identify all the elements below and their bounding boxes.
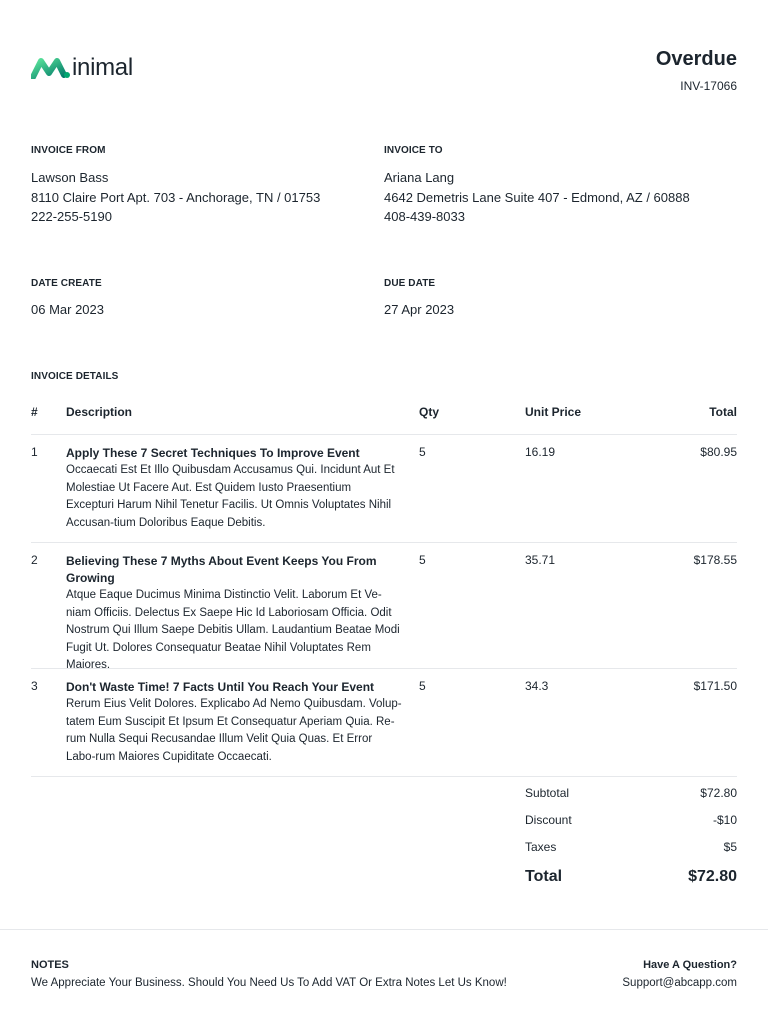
row-description — [66, 679, 402, 766]
to-name: Ariana Lang — [384, 170, 455, 185]
item-title: Apply These 7 Secret Techniques To Improve Event — [66, 446, 360, 460]
question-label: Have A Question? — [643, 959, 737, 971]
row-qty: 5 — [419, 553, 426, 567]
invoice-from-block — [31, 168, 320, 227]
notes-text: We Appreciate Your Business. Should You Need Us To Add VAT Or Extra Notes Let Us Know! — [31, 977, 507, 989]
table-header — [31, 402, 737, 435]
to-address: 4642 Demetris Lane Suite 407 - Edmond, AZ / 60888 — [384, 189, 690, 205]
date-create-value: 06 Mar 2023 — [31, 302, 104, 317]
header-qty: Qty — [419, 405, 440, 419]
row-total: $80.95 — [700, 445, 737, 459]
invoice-to-block — [384, 168, 690, 227]
brand-logo — [31, 56, 133, 80]
row-qty: 5 — [419, 679, 426, 693]
invoice-header — [31, 46, 737, 96]
row-total: $178.55 — [693, 553, 737, 567]
row-unit-price: 16.19 — [525, 445, 556, 459]
invoice-number: INV-17066 — [680, 79, 737, 93]
invoice-status: Overdue — [655, 48, 737, 70]
row-num: 3 — [31, 679, 38, 693]
taxes-label: Taxes — [525, 840, 557, 854]
invoice-items-table — [31, 402, 737, 777]
header-unit-price: Unit Price — [525, 405, 582, 419]
item-text: Occaecati Est Et Illo Quibusdam Accusamus Qui. Incidunt Aut Et Molestiae Ut Facere Aut. Est Quidem Iusto Praesentium Excepturi Harum Nihil Tenetur Facilis. Ut Omnis Voluptates Nihil Accusan-tium Doloribus Eaque Debitis. — [66, 464, 395, 529]
invoice-to-label: INVOICE TO — [384, 145, 443, 156]
row-description — [66, 553, 402, 675]
row-total: $171.50 — [693, 679, 737, 693]
logo-mark-icon — [31, 57, 71, 79]
table-row — [31, 669, 737, 777]
from-name: Lawson Bass — [31, 170, 109, 185]
discount-value: -$10 — [712, 813, 737, 827]
table-row — [31, 543, 737, 669]
taxes-value: $5 — [723, 840, 737, 854]
invoice-details-label: INVOICE DETAILS — [31, 371, 119, 382]
support-email-link[interactable]: Support@abcapp.com — [622, 977, 737, 989]
row-num: 1 — [31, 445, 38, 459]
subtotal-value: $72.80 — [700, 786, 737, 800]
item-text: Rerum Eius Velit Dolores. Explicabo Ad Nemo Quibusdam. Volup-tatem Eum Suscipit Et Ipsum Et Consequatur Aperiam Quia. Re-rum Nulla Sequi Recusandae Illum Velit Quia Quas. Et Error Labo-rum Maiores Cupiditate Occaecati. — [66, 698, 402, 763]
discount-label: Discount — [525, 813, 572, 827]
row-qty: 5 — [419, 445, 426, 459]
item-title: Don't Waste Time! 7 Facts Until You Reach Your Event — [66, 680, 375, 694]
from-address: 8110 Claire Port Apt. 703 - Anchorage, TN / 01753 — [31, 189, 321, 205]
header-description: Description — [66, 405, 133, 419]
footer-divider — [0, 929, 768, 930]
date-create-label: DATE CREATE — [31, 278, 102, 289]
row-unit-price: 35.71 — [525, 553, 556, 567]
due-date-value: 27 Apr 2023 — [384, 302, 455, 317]
invoice-from-label: INVOICE FROM — [31, 145, 106, 156]
item-text: Atque Eaque Ducimus Minima Distinctio Velit. Laborum Et Ve-niam Officiis. Delectus Ex Saepe Hic Id Laboriosam Officia. Odit Nostrum Qui Illum Saepe Debitis Ullam. Laudantium Beatae Modi Fugit Ut. Dolores Consequatur Beatae Nihil Voluptates Rem Maiores. — [66, 589, 400, 671]
header-num: # — [31, 405, 38, 419]
header-total: Total — [709, 405, 737, 419]
subtotal-label: Subtotal — [525, 786, 570, 800]
row-num: 2 — [31, 553, 38, 567]
logo-text: inimal — [72, 54, 133, 81]
item-title: Believing These 7 Myths About Event Keeps You From Growing — [66, 554, 377, 585]
total-label: Total — [525, 868, 563, 885]
row-unit-price: 34.3 — [525, 679, 549, 693]
due-date-label: DUE DATE — [384, 278, 436, 289]
total-value: $72.80 — [688, 868, 737, 885]
notes-label: NOTES — [31, 959, 69, 971]
to-phone: 408-439-8033 — [384, 209, 465, 224]
from-phone: 222-255-5190 — [31, 209, 112, 224]
row-description — [66, 445, 402, 532]
table-row — [31, 435, 737, 543]
